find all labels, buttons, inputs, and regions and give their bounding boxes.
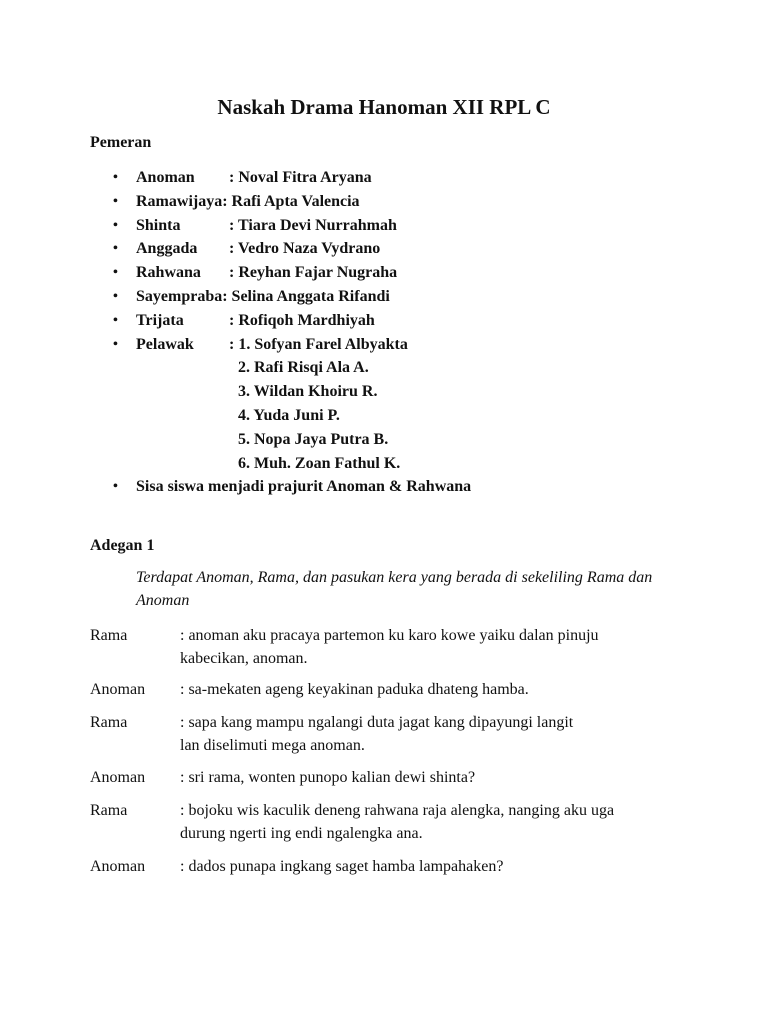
dialogue-line (180, 678, 680, 701)
dialogue-line (180, 711, 680, 757)
stage-direction: Terdapat Anoman, Rama, dan pasukan kera yang berada di sekeliling Rama dan Anoman (136, 569, 653, 609)
cast-role: Trijata (136, 311, 184, 329)
speaker-name: Rama (90, 714, 128, 731)
bullet-icon: • (113, 170, 118, 185)
dialogue-line-1: : sapa kang mampu ngalangi duta jagat kang dipayungi langit (180, 714, 574, 731)
cast-heading: Pemeran (90, 134, 152, 151)
bullet-icon: • (113, 193, 118, 209)
cast-actor: : Reyhan Fajar Nugraha (229, 264, 398, 282)
pelawak-actor-name: 4. Yuda Juni P. (238, 406, 340, 424)
cast-item-trijata (0, 309, 768, 333)
pelawak-actor-2 (0, 356, 768, 380)
cast-item-shinta (0, 214, 768, 238)
pelawak-actor-name: 6. Muh. Zoan Fathul K. (238, 454, 401, 472)
cast-item-sayempraba (0, 285, 768, 309)
cast-role: Shinta (136, 216, 181, 234)
bullet-icon: • (113, 265, 118, 281)
dialogue-line-1: : bojoku wis kaculik deneng rahwana raja alengka, nanging aku uga (180, 802, 615, 819)
dialogue-line (180, 799, 680, 845)
cast-actor: : Vedro Naza Vydrano (229, 240, 381, 258)
bullet-icon: • (113, 336, 118, 352)
dialogue-line-1: : dados punapa ingkang saget hamba lampahaken? (180, 858, 504, 875)
pelawak-actor-3 (0, 380, 768, 404)
pelawak-actor-4 (0, 404, 768, 428)
pelawak-actor-6 (0, 452, 768, 476)
dialogue-line-2: lan diselimuti mega anoman. (180, 737, 365, 754)
cast-role: Sayempraba: Selina Anggata Rifandi (136, 287, 390, 305)
pelawak-actor-name: 3. Wildan Khoiru R. (238, 383, 378, 401)
bullet-icon: • (113, 312, 118, 328)
cast-actor: : Rofiqoh Mardhiyah (229, 311, 375, 329)
speaker-name: Anoman (90, 681, 146, 698)
cast-item-anoman (0, 166, 768, 190)
cast-item-rahwana (0, 261, 768, 285)
cast-actor: : Noval Fitra Aryana (229, 169, 372, 186)
cast-role: Ramawijaya: Rafi Apta Valencia (136, 192, 360, 210)
bullet-icon: • (113, 288, 118, 304)
dialogue-line (180, 766, 680, 789)
cast-role: Anggada (136, 240, 198, 258)
document-title: Naskah Drama Hanoman XII RPL C (217, 95, 551, 119)
dialogue-line-2: durung ngerti ing endi ngalengka ana. (180, 825, 423, 842)
dialogue-line-2: kabecikan, anoman. (180, 650, 308, 667)
dialogue-line-1: : sri rama, wonten punopo kalian dewi shinta? (180, 769, 476, 786)
bullet-icon: • (113, 479, 118, 495)
dialogue-line-1: : sa-mekaten ageng keyakinan paduka dhateng hamba. (180, 681, 529, 698)
dialogue-line (180, 624, 680, 670)
dialogue-line-1: : anoman aku pracaya partemon ku karo kowe yaiku dalan pinuju (180, 627, 599, 644)
bullet-icon: • (113, 241, 118, 257)
scene-heading: Adegan 1 (90, 537, 155, 554)
cast-actor: : Tiara Devi Nurrahmah (229, 216, 397, 234)
cast-item-ramawijaya (0, 190, 768, 214)
speaker-name: Anoman (90, 858, 146, 875)
bullet-icon: • (113, 217, 118, 233)
cast-item-note (0, 475, 768, 499)
pelawak-actor-name: 2. Rafi Risqi Ala A. (238, 359, 369, 377)
pelawak-actor-name: 5. Nopa Jaya Putra B. (238, 430, 389, 448)
cast-list (0, 166, 768, 499)
pelawak-actor-5 (0, 428, 768, 452)
dialogue-line (180, 855, 680, 878)
cast-role: Anoman (136, 169, 195, 186)
speaker-name: Rama (90, 627, 128, 644)
cast-role: Rahwana (136, 264, 201, 282)
cast-note: Sisa siswa menjadi prajurit Anoman & Rahwana (136, 478, 472, 496)
cast-item-pelawak (0, 333, 768, 357)
cast-role: Pelawak (136, 335, 194, 353)
speaker-name: Anoman (90, 769, 146, 786)
speaker-name: Rama (90, 802, 128, 819)
cast-item-anggada (0, 237, 768, 261)
cast-actor: : 1. Sofyan Farel Albyakta (229, 335, 408, 353)
